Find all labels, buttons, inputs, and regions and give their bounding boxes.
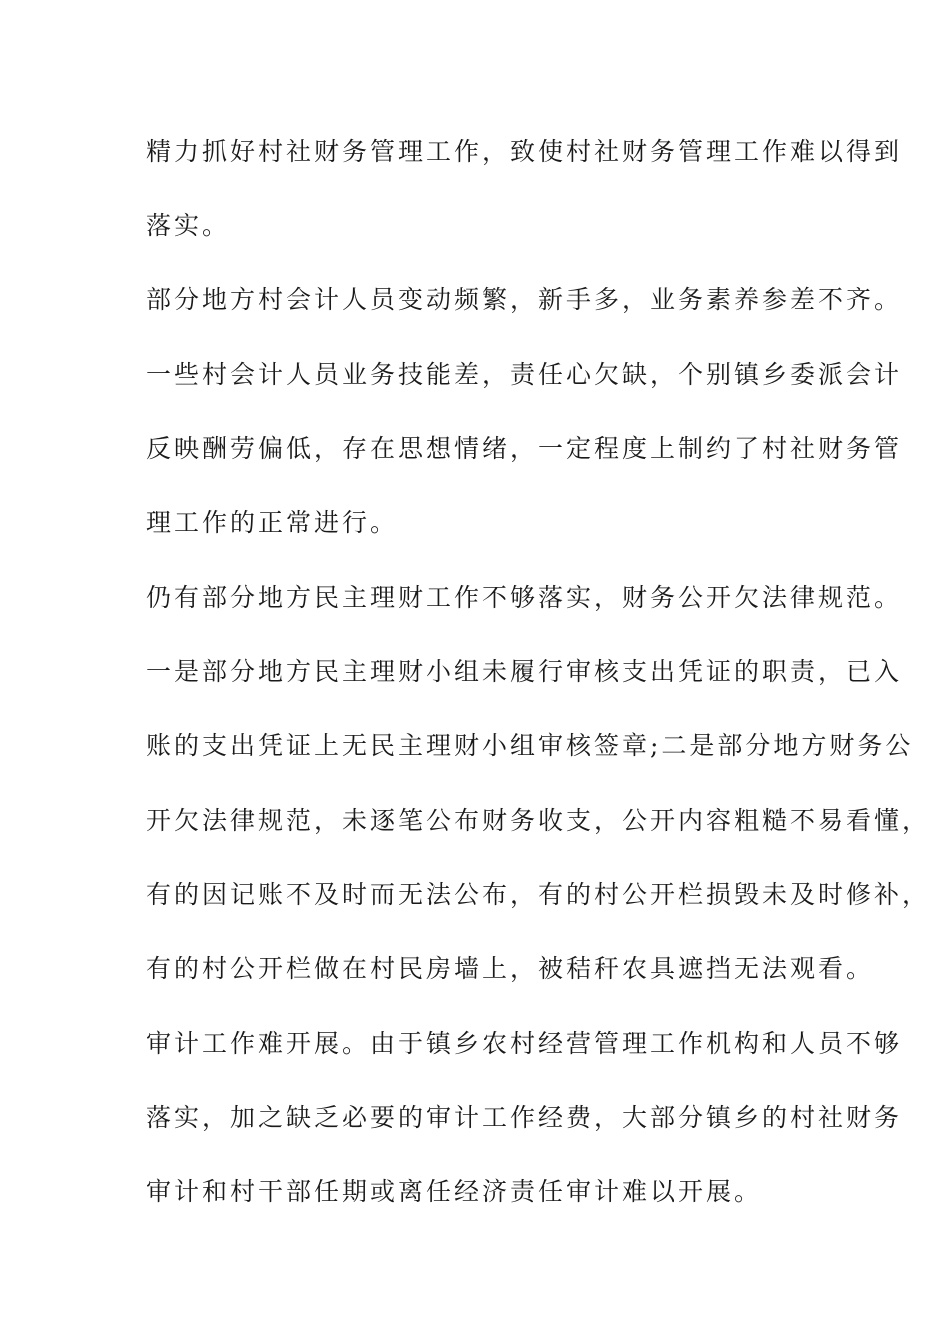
text-line: 理工作的正常进行。: [146, 508, 399, 537]
text-line: 审计和村干部任期或离任经济责任审计难以开展。: [146, 1177, 763, 1206]
text-line: 一是部分地方民主理财小组未履行审核支出凭证的职责，已入: [146, 657, 903, 686]
text-line: 账的支出凭证上无民主理财小组审核签章;二是部分地方财务公: [146, 731, 914, 760]
text-line: 有的因记账不及时而无法公布，有的村公开栏损毁未及时修补，: [146, 880, 931, 909]
text-line: 审计工作难开展。由于镇乡农村经营管理工作机构和人员不够: [146, 1029, 903, 1058]
text-line: 开欠法律规范，未逐笔公布财务收支，公开内容粗糙不易看懂，: [146, 806, 931, 835]
text-line: 部分地方村会计人员变动频繁，新手多，业务素养参差不齐。: [146, 285, 903, 314]
text-line: 仍有部分地方民主理财工作不够落实，财务公开欠法律规范。: [146, 583, 903, 612]
text-line: 反映酬劳偏低，存在思想情绪，一定程度上制约了村社财务管: [146, 434, 903, 463]
text-line: 落实，加之缺乏必要的审计工作经费，大部分镇乡的村社财务: [146, 1103, 903, 1132]
text-line: 一些村会计人员业务技能差，责任心欠缺，个别镇乡委派会计: [146, 360, 903, 389]
text-line: 落实。: [146, 211, 231, 240]
text-line: 精力抓好村社财务管理工作，致使村社财务管理工作难以得到: [146, 137, 903, 166]
text-line: 有的村公开栏做在村民房墙上，被秸秆农具遮挡无法观看。: [146, 954, 875, 983]
